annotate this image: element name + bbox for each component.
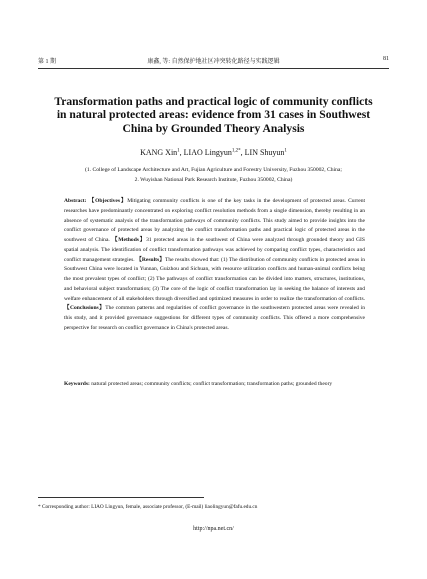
author-affiliation-mark: 1 (177, 148, 180, 154)
running-title: 康鑫, 等: 自然保护地社区冲突转化路径与实践逻辑 (147, 59, 280, 65)
abstract-text: The results showed that: (1) The distribution of community conflicts in protected areas in Southwest China were located in Yunnan, Guizhou and Sichuan, with resource utilization conflicts and human-animal conflicts being the most prevalent types of conflict; (2) The pathways of conflict transformation can be divided into matters, structures, institutions, and behavioral subject transformation; (3) The core of the logic of conflict transformation lay in seeking the balance of interests and welfare enhancement of all stakeholders through diversified and optimized measures in order to realize the transformation of conflicts. (64, 256, 365, 302)
running-header (38, 56, 389, 69)
keywords-label: Keywords: (64, 381, 90, 387)
footnote-divider (38, 497, 204, 498)
page-number: 81 (383, 56, 389, 62)
author-list (40, 148, 387, 157)
author-affiliation-mark: 1,2* (231, 148, 241, 154)
abstract-section-heading: 【Results】 (136, 256, 165, 263)
author-separator: , (179, 148, 184, 157)
abstract-section-heading: 【Methods】 (111, 237, 147, 243)
keywords (64, 380, 365, 390)
abstract-label: Abstract: (64, 198, 87, 204)
paper-title: Transformation paths and practical logic of community conflicts in natural protected areas: evidence from 31 cases in Southwest China by Grounded Theory Analysis (54, 95, 373, 135)
abstract-section-heading: 【Conclusions】 (64, 305, 106, 312)
author-name: LIN Shuyun (244, 148, 285, 157)
journal-url[interactable]: http://npa.net.cn/ (193, 526, 234, 532)
keywords-text: natural protected areas; community conflicts; conflict transformation; transformation paths; grounded theory (91, 381, 333, 387)
author-name: LIAO Lingyun (183, 148, 232, 157)
author-separator: , (240, 148, 245, 157)
issue-label: 第 1 期 (38, 59, 57, 65)
abstract (64, 197, 365, 334)
abstract-text: The common patterns and regularities of conflict governance in the southwestern protected areas were revealed in this study, and it provided governance suggestions for different types of community conflicts. This offered a more comprehensive perspective for research on conflict governance in China's protected areas. (64, 305, 365, 331)
corresponding-author-footnote: * Corresponding author: LIAO Lingyun, female, associate professor, (E-mail) liaolingyun@fafu.edu.cn (38, 504, 258, 510)
affiliations (40, 166, 387, 185)
author-name: KANG Xin (140, 148, 178, 157)
abstract-section-heading: 【Objectives】 (88, 198, 128, 204)
affiliation-line: 2. Wuyishan National Park Research Institute, Fuzhou 350002, China) (134, 176, 293, 183)
abstract-text: Mitigating community conflicts is one of the key tasks in the development of protected areas. Current researches have predominantly concentrated on exploring conflict resolution methods from a single dimension, thereby resulting in an absence of systematic analysis of the transformation pathways of community conflicts. This study aimed to provide insights into the conflict governance of protected areas by analyzing the conflict transformation paths and practical logic of protected areas in the southwest of China. (64, 198, 366, 243)
affiliation-line: (1. College of Landscape Architecture and Art, Fujian Agriculture and Forestry University, Fuzhou 350002, China; (85, 167, 342, 173)
author-affiliation-mark: 1 (284, 148, 287, 154)
abstract-text: 31 protected areas in the southwest of China were analyzed through grounded theory and GIS spatial analysis. The identification of conflict transformation pathways was achieved by comparing conflict types, characteristics and conflict management strategies. (64, 237, 365, 263)
